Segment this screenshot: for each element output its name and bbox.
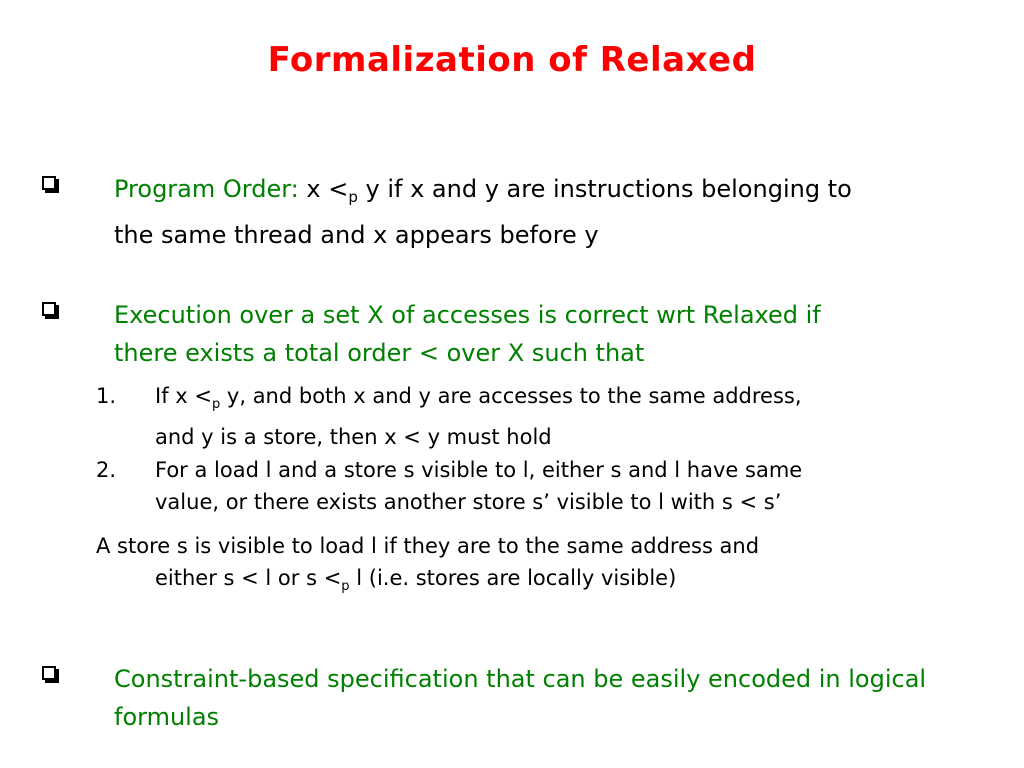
subscript: p: [211, 397, 221, 412]
list-number: 1.: [96, 384, 117, 408]
bullet-text-line2: formulas: [114, 703, 220, 731]
list-item-line2: value, or there exists another store s’ visible to l with s < s’: [155, 490, 782, 514]
note-part: either s < l or s <: [155, 566, 342, 590]
slide-title: Formalization of Relaxed: [267, 40, 757, 80]
list-item-line1: For a load l and a store s visible to l, either s and l have same: [155, 458, 803, 482]
bullet-text: [114, 296, 1014, 372]
bullet-text-part: y if x and y are instructions belonging to: [357, 175, 852, 203]
list-number: 2.: [96, 458, 117, 482]
note-line1: A store s is visible to load l if they are to the same address and: [96, 534, 760, 558]
bullet-text: [114, 170, 1014, 254]
list-item: [155, 454, 1005, 518]
bullet-text-part: x <: [298, 175, 349, 203]
subscript: p: [341, 579, 350, 594]
bullet-text-line1: Constraint-based specification that can be easily encoded in logical: [114, 665, 927, 693]
program-order-label: Program Order:: [114, 175, 299, 203]
list-item: [155, 380, 1005, 453]
visibility-note: [96, 530, 996, 603]
note-part: l (i.e. stores are locally visible): [349, 566, 677, 590]
bullet-text-line2: there exists a total order < over X such that: [114, 339, 645, 367]
checkbox-bullet-icon: [42, 666, 56, 680]
bullet-text-line1: Execution over a set X of accesses is correct wrt Relaxed if: [114, 301, 821, 329]
checkbox-bullet-icon: [42, 176, 56, 190]
subscript: p: [348, 188, 358, 206]
bullet-text: [114, 660, 1014, 736]
checkbox-bullet-icon: [42, 302, 56, 316]
list-item-part: y, and both x and y are accesses to the same address,: [220, 384, 802, 408]
list-item-part: If x <: [155, 384, 212, 408]
note-line2: [96, 562, 996, 603]
bullet-text-line2: the same thread and x appears before y: [114, 221, 599, 249]
list-item-line2: and y is a store, then x < y must hold: [155, 425, 552, 449]
